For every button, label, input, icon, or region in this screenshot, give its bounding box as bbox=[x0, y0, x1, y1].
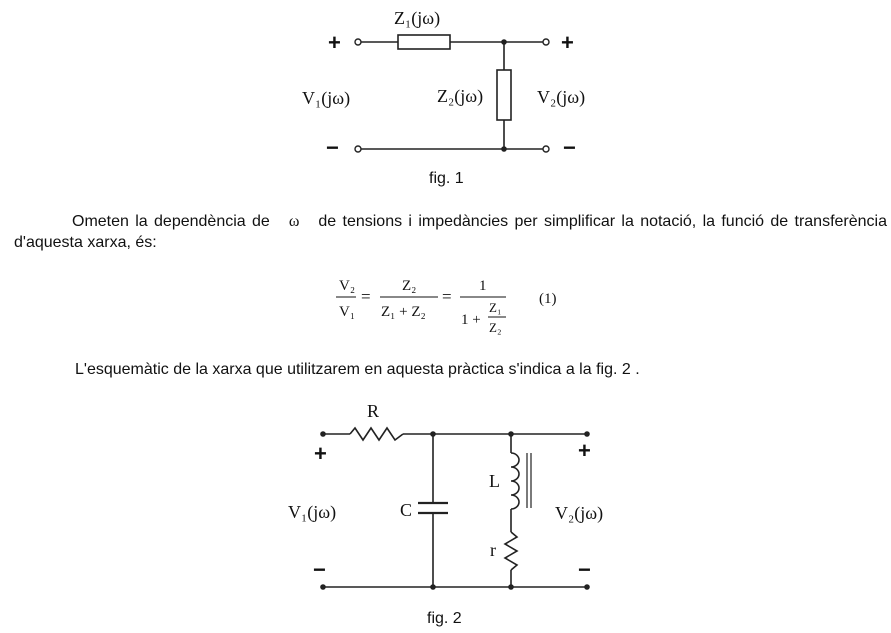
eq-equals-1: = bbox=[361, 287, 371, 306]
plus-left: + bbox=[328, 30, 341, 55]
eq-lhs-denominator: V₁ bbox=[339, 304, 356, 320]
paragraph-1-text-a: Ometen la dependència de bbox=[72, 213, 270, 230]
paragraph-2: L'esquemàtic de la xarxa que utilitzarem en aquesta pràctica s'indica a la fig. 2 . bbox=[75, 361, 640, 378]
fig2-minus-right: − bbox=[578, 557, 591, 582]
input-terminal-bottom bbox=[355, 146, 361, 152]
paragraph-1 bbox=[14, 211, 887, 253]
paragraph-1-text-b: de tensions i impedàncies per simplificar la notació, la funció de transferència d'aquesta xarxa, és: bbox=[14, 213, 888, 251]
c-label: C bbox=[400, 500, 413, 520]
omega-symbol: ω bbox=[288, 213, 300, 230]
eq-mid-numerator: Z₂ bbox=[402, 278, 417, 294]
eq-rhs-numerator: 1 bbox=[479, 278, 487, 294]
plus-right: + bbox=[561, 30, 574, 55]
fig2-input-terminal-top bbox=[320, 431, 326, 437]
input-terminal-top bbox=[355, 39, 361, 45]
eq-mid-denominator: Z₁ + Z₂ bbox=[381, 304, 426, 320]
eq-rhs-inner-num: Z₁ bbox=[489, 300, 502, 315]
eq-rhs-den-prefix: 1 + bbox=[461, 312, 481, 328]
figure-1-caption: fig. 1 bbox=[429, 170, 464, 187]
z2-impedance bbox=[497, 70, 511, 120]
fig2-output-terminal-top bbox=[584, 431, 590, 437]
eq-number: (1) bbox=[539, 291, 557, 307]
fig2-output-terminal-bottom bbox=[584, 584, 590, 590]
fig2-v2-label: V₂(jω) bbox=[555, 503, 604, 523]
fig2-plus-right: + bbox=[578, 438, 591, 463]
fig2-plus-left: + bbox=[314, 441, 327, 466]
eq-equals-2: = bbox=[442, 287, 452, 306]
inductor-l bbox=[511, 453, 519, 509]
r-label: R bbox=[367, 401, 380, 421]
fig2-minus-left: − bbox=[313, 557, 326, 582]
minus-left: − bbox=[326, 135, 339, 160]
transfer-function-equation bbox=[328, 270, 588, 342]
figure-2-circuit bbox=[0, 395, 891, 605]
eq-rhs-inner-den: Z₂ bbox=[489, 320, 502, 335]
v2-label: V₂(jω) bbox=[537, 87, 586, 107]
eq-lhs-numerator: V₂ bbox=[339, 278, 356, 294]
figure-2-caption: fig. 2 bbox=[427, 610, 462, 627]
output-terminal-top bbox=[543, 39, 549, 45]
z1-impedance bbox=[398, 35, 450, 49]
r-small-label: r bbox=[490, 540, 496, 560]
output-terminal-bottom bbox=[543, 146, 549, 152]
resistor-r bbox=[350, 428, 403, 440]
z1-label: Z₁(jω) bbox=[394, 8, 441, 28]
l-label: L bbox=[489, 471, 500, 491]
fig2-input-terminal-bottom bbox=[320, 584, 326, 590]
minus-right: − bbox=[563, 135, 576, 160]
z2-label: Z₂(jω) bbox=[437, 86, 484, 106]
resistor-r-small bbox=[505, 532, 517, 570]
fig2-v1-label: V₁(jω) bbox=[288, 502, 337, 522]
v1-label: V₁(jω) bbox=[302, 88, 351, 108]
